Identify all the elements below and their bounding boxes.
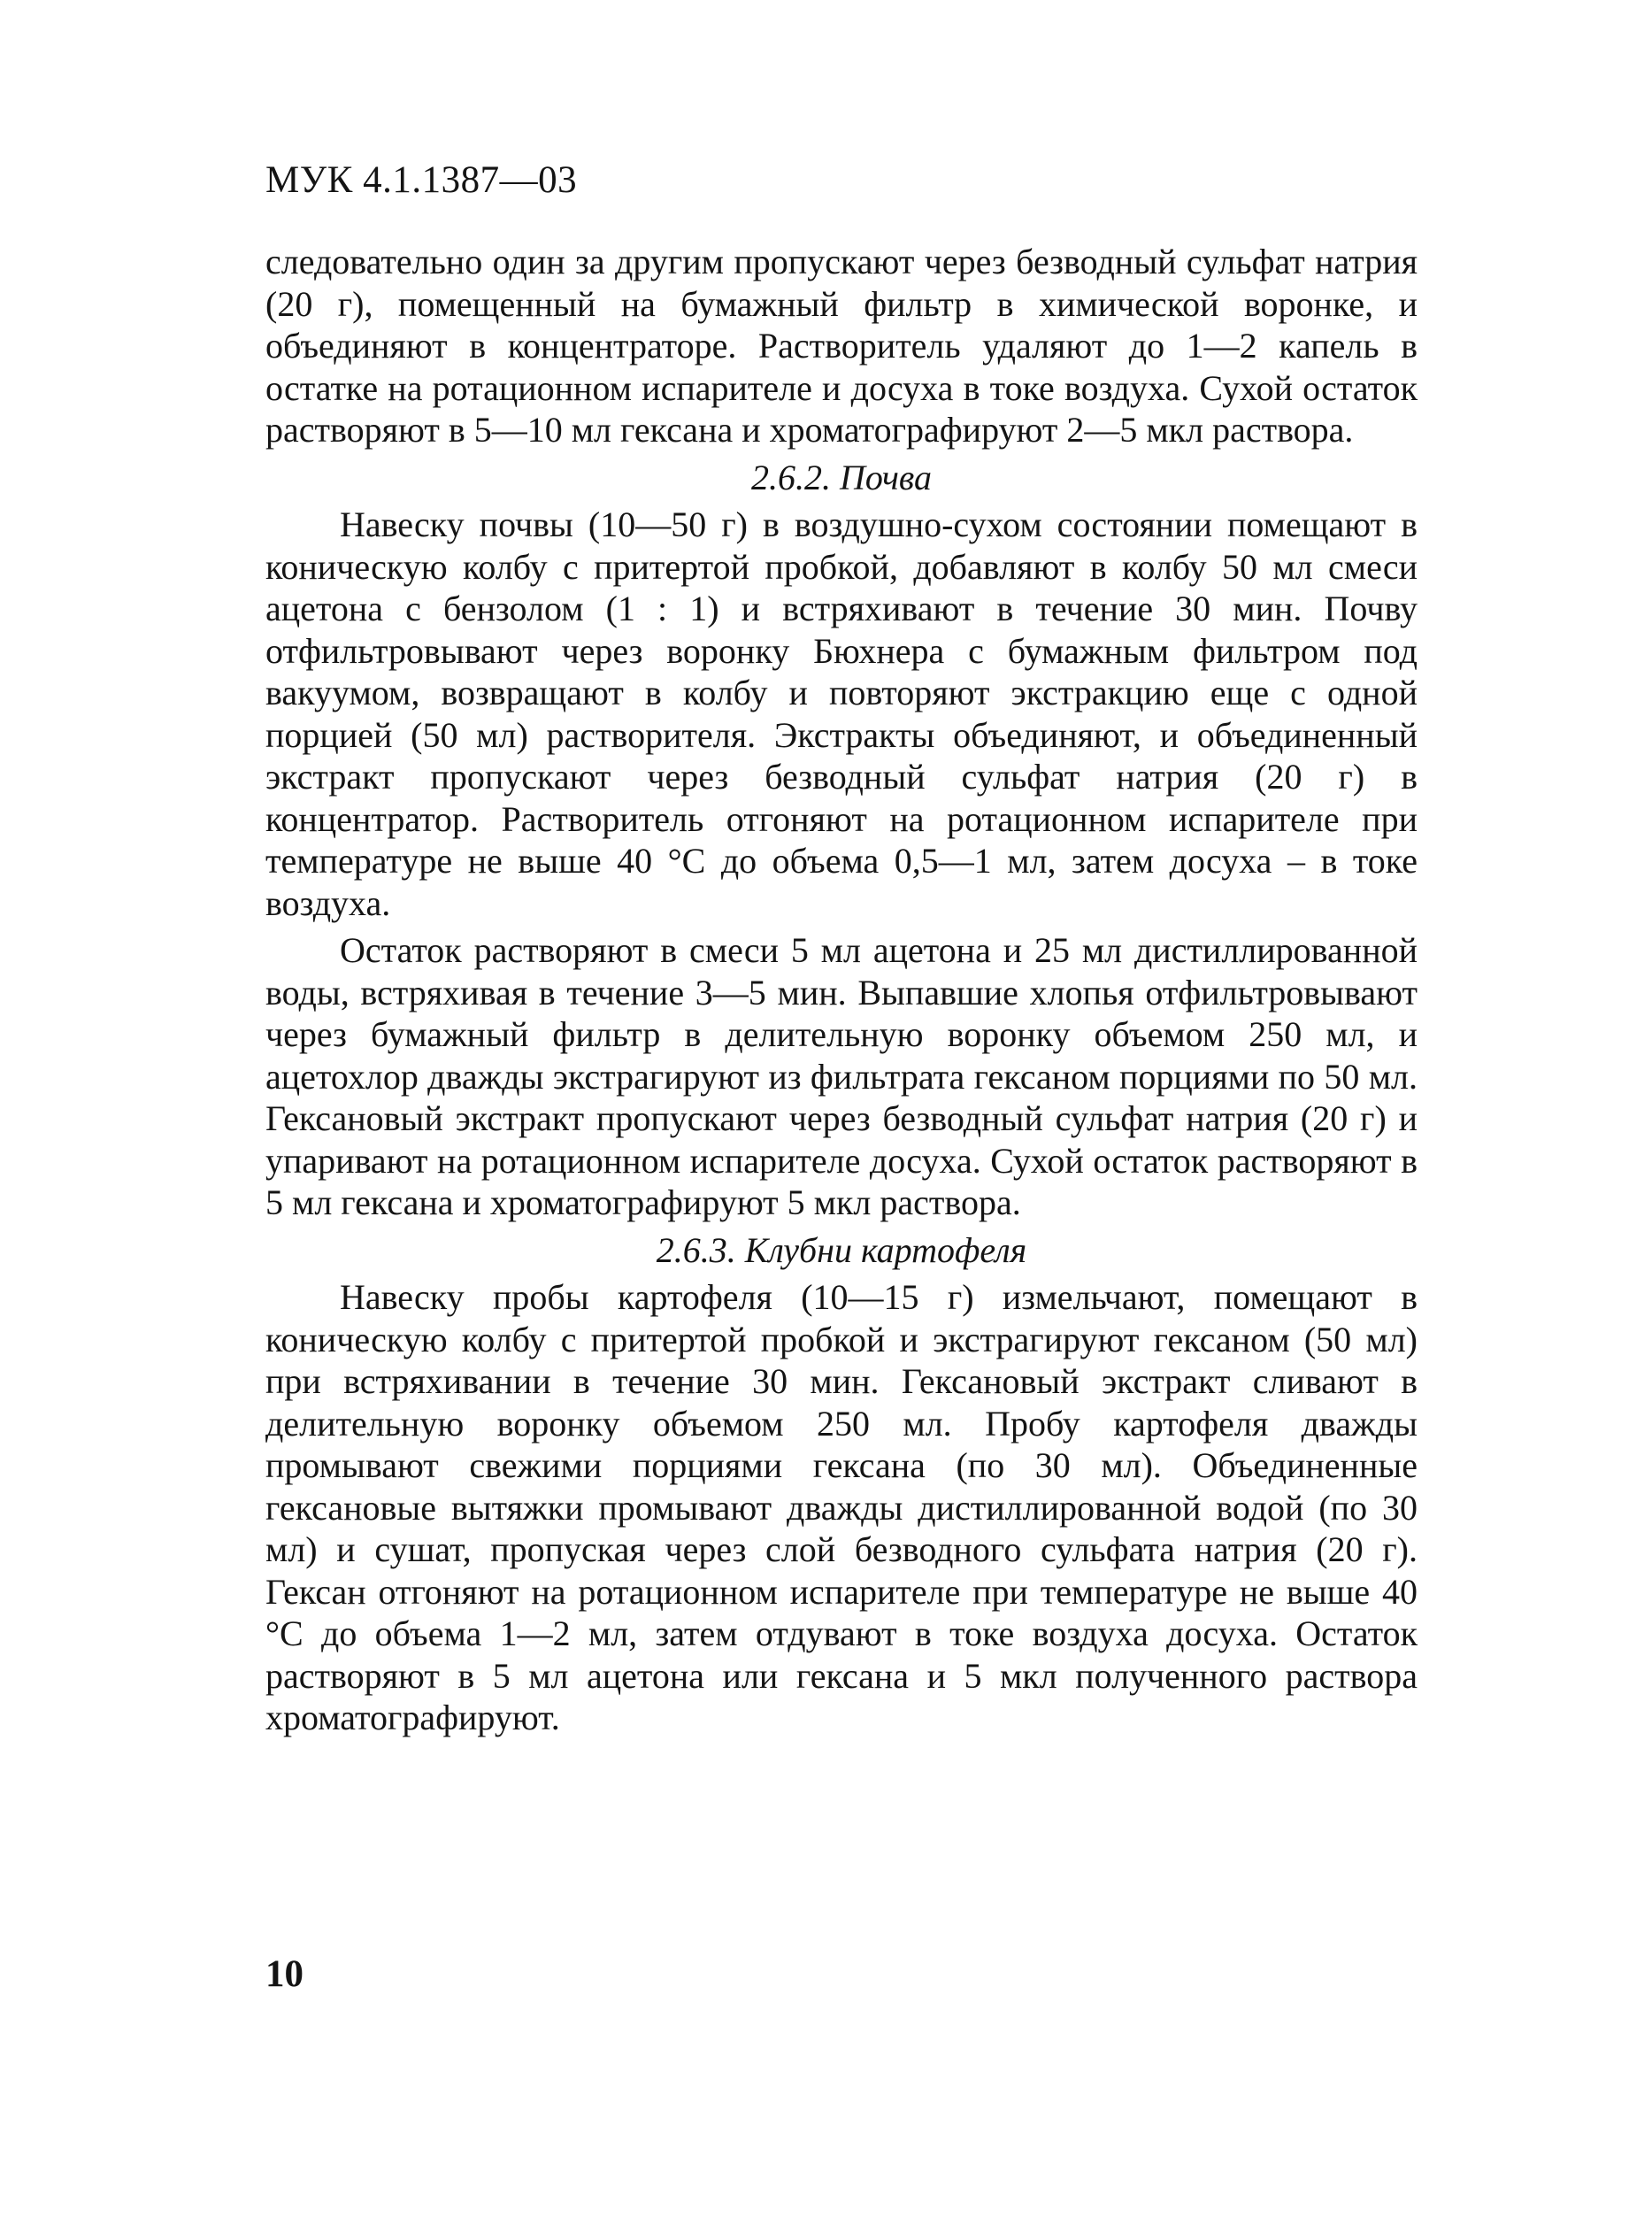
section-heading-potato: 2.6.3. Клубни картофеля — [656, 1229, 1027, 1270]
document-body — [265, 241, 1418, 1739]
page-number: 10 — [265, 1953, 304, 1995]
paragraph-continuation: следовательно один за другим пропускают через безводный сульфат натрия (20 г), помещенный на бумажный фильтр в химической воронке, и объединяют в концентраторе. Растворитель удаляют до 1—2 капель в остатке на ротационном испарителе и досуха в токе воздуха. Сухой остаток растворяют в 5—10 мл гексана и хроматографируют 2—5 мкл раствора. — [265, 242, 1418, 450]
document-code-header: МУК 4.1.1387—03 — [265, 159, 578, 201]
section-heading-soil: 2.6.2. Почва — [750, 457, 933, 497]
paragraph-soil-residue: Остаток растворяют в смеси 5 мл ацетона и 25 мл дистиллированной воды, встряхивая в течение 3—5 мин. Выпавшие хлопья отфильтровывают через бумажный фильтр в делительную воронку объемом 250 мл, и ацетохлор дважды экстрагируют из фильтрата гексаном порциями по 50 мл. Гексановый экстракт пропускают через безводный сульфат натрия (20 г) и упаривают на ротационном испарителе досуха. Сухой остаток растворяют в 5 мл гексана и хроматографируют 5 мкл раствора. — [265, 930, 1418, 1222]
paragraph-soil-extraction: Навеску почвы (10—50 г) в воздушно-сухом состоянии помещают в коническую колбу с притертой пробкой, добавляют в колбу 50 мл смеси ацетона с бензолом (1 : 1) и встряхивают в течение 30 мин. Почву отфильтровывают через воронку Бюхнера с бумажным фильтром под вакуумом, возвращают в колбу и повторяют экстракцию еще с одной порцией (50 мл) растворителя. Экстракты объединяют, и объединенный экстракт пропускают через безводный сульфат натрия (20 г) в концентратор. Растворитель отгоняют на ротационном испарителе при температуре не выше 40 °С до объема 0,5—1 мл, затем досуха – в токе воздуха. — [265, 504, 1418, 923]
paragraph-potato-extraction: Навеску пробы картофеля (10—15 г) измельчают, помещают в коническую колбу с притертой пробкой и экстрагируют гексаном (50 мл) при встряхивании в течение 30 мин. Гексановый экстракт сливают в делительную воронку объемом 250 мл. Пробу картофеля дважды промывают свежими порциями гексана (по 30 мл). Объединенные гексановые вытяжки промывают дважды дистиллированной водой (по 30 мл) и сушат, пропуская через слой безводного сульфата натрия (20 г). Гексан отгоняют на ротационном испарителе при температуре не выше 40 °С до объема 1—2 мл, затем отдувают в токе воздуха досуха. Остаток растворяют в 5 мл ацетона или гексана и 5 мкл полученного раствора хроматографируют. — [265, 1277, 1418, 1737]
